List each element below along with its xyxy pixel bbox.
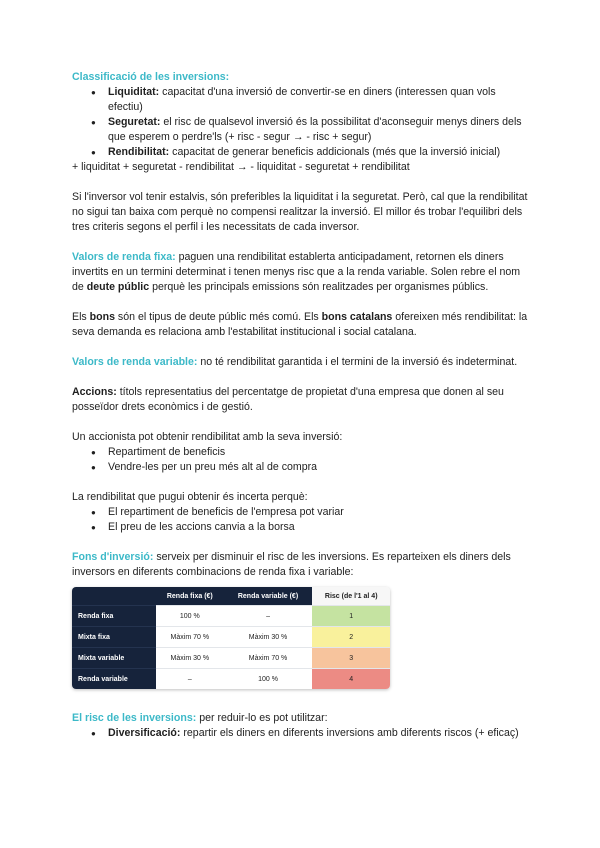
profitability-text: capacitat de generar beneficis addicionals (més que la inversió inicial) — [169, 146, 501, 158]
list-item — [108, 85, 528, 115]
fixed-cell: – — [156, 669, 224, 690]
shareholder-intro: Un accionista pot obtenir rendibilitat amb la seva inversió: — [72, 431, 343, 443]
table-row — [72, 648, 390, 669]
shares-paragraph — [72, 385, 528, 415]
variable-income-heading: Valors de renda variable: — [72, 356, 198, 368]
variable-income-text: no té rendibilitat garantida i el termini de la inversió és indeterminat. — [197, 356, 518, 368]
header-fixed: Renda fixa (€) — [156, 587, 224, 606]
row-label: Mixta fixa — [72, 627, 156, 648]
row-label: Renda variable — [72, 669, 156, 690]
list-item: ● Repartiment de beneficis — [108, 445, 528, 460]
bonds-text-3: ofereixen més rendibilitat: la seva demanda es relaciona amb l'estabilitat institucional i social catalana. — [72, 311, 528, 338]
classification-summary: + liquiditat + seguretat - rendibilitat → - liquiditat - seguretat + rendibilitat — [72, 161, 410, 173]
risk-reduction-list — [72, 726, 528, 741]
classification-list — [72, 85, 528, 160]
risk-cell: 3 — [312, 648, 390, 669]
shares-text: títols representatius del percentatge de propietat d'una empresa que donen al seu posseïdor drets econòmics i de gestió. — [72, 386, 504, 413]
row-label: Renda fixa — [72, 606, 156, 627]
shareholder-list — [72, 445, 528, 475]
fixed-cell: Màxim 30 % — [156, 648, 224, 669]
liquidity-text: capacitat d'una inversió de convertir-se en diners (interessen quan vols efectiu) — [108, 86, 496, 113]
list-item — [108, 726, 528, 741]
risk-reduction-heading: El risc de les inversions: — [72, 712, 197, 724]
diversification-text: repartir els diners en diferents inversions amb diferents riscos (+ eficaç) — [180, 727, 519, 739]
uncertain-list — [72, 505, 528, 535]
security-text: el risc de qualsevol inversió és la possibilitat d'aconseguir menys diners dels que esperem o perdre'ls (+ risc - segur → - risc + segur) — [108, 116, 522, 143]
risk-reduction-text: per reduir-lo es pot utilitzar: — [196, 712, 328, 724]
list-item: ● El repartiment de beneficis de l'empresa pot variar — [108, 505, 528, 520]
list-item: ● El preu de les accions canvia a la borsa — [108, 520, 528, 535]
variable-cell: 100 % — [224, 669, 313, 690]
fixed-cell: 100 % — [156, 606, 224, 627]
header-risk: Risc (de l'1 al 4) — [312, 587, 390, 606]
funds-paragraph — [72, 550, 528, 580]
risk-cell: 1 — [312, 606, 390, 627]
row-label: Mixta variable — [72, 648, 156, 669]
funds-text: serveix per disminuir el risc de les inversions. Es reparteixen els diners dels inversors en diferents combinacions de renda fixa i variable: — [72, 551, 511, 578]
table-header-row — [72, 587, 390, 606]
funds-heading: Fons d'inversió: — [72, 551, 154, 563]
list-item — [108, 145, 528, 160]
risk-reduction-paragraph — [72, 711, 528, 726]
fixed-income-paragraph — [72, 250, 528, 295]
fixed-income-heading: Valors de renda fixa: — [72, 251, 176, 263]
saver-paragraph: Si l'inversor vol tenir estalvis, són preferibles la liquiditat i la seguretat. Però, cal que la rendibilitat no sigui tan baixa com perquè no compensi realitzar la inversió. El millor és trobar l'equilibri dels tres criteris segons el perfil i les necessitats de cada inversor. — [72, 191, 528, 233]
bonds-paragraph — [72, 310, 528, 340]
table-row — [72, 627, 390, 648]
table-row — [72, 606, 390, 627]
bonds-text-1: Els — [72, 311, 90, 323]
header-variable: Renda variable (€) — [224, 587, 313, 606]
risk-cell: 2 — [312, 627, 390, 648]
variable-income-paragraph — [72, 355, 528, 370]
catalan-bonds-term: bons catalans — [321, 311, 393, 323]
list-item — [108, 115, 528, 145]
fund-risk-table — [72, 587, 390, 689]
classification-heading: Classificació de les inversions: — [72, 71, 230, 83]
term-profitability: Rendibilitat: — [108, 146, 170, 158]
bonds-term: bons — [89, 311, 115, 323]
risk-cell: 4 — [312, 669, 390, 690]
shares-term: Accions: — [72, 386, 117, 398]
variable-cell: Màxim 30 % — [224, 627, 313, 648]
document-page — [72, 70, 528, 741]
bonds-text-2: són el tipus de deute públic més comú. Els — [114, 311, 322, 323]
list-item: ● Vendre-les per un preu més alt al de compra — [108, 460, 528, 475]
term-security: Seguretat: — [108, 116, 161, 128]
table-corner — [72, 587, 156, 606]
uncertain-intro: La rendibilitat que pugui obtenir és incerta perquè: — [72, 491, 308, 503]
fixed-income-text: paguen una rendibilitat establerta anticipadament, retornen els diners invertits en un termini determinat i tenen menys risc que a la renda variable. Solen rebre el nom de — [72, 251, 521, 293]
fixed-income-text-2: perquè les principals emissions són realitzades per organismes públics. — [149, 281, 489, 293]
term-liquidity: Liquiditat: — [108, 86, 160, 98]
fixed-cell: Màxim 70 % — [156, 627, 224, 648]
variable-cell: Màxim 70 % — [224, 648, 313, 669]
diversification-term: Diversificació: — [108, 727, 181, 739]
public-debt-term: deute públic — [86, 281, 150, 293]
variable-cell: – — [224, 606, 313, 627]
table-row — [72, 669, 390, 690]
